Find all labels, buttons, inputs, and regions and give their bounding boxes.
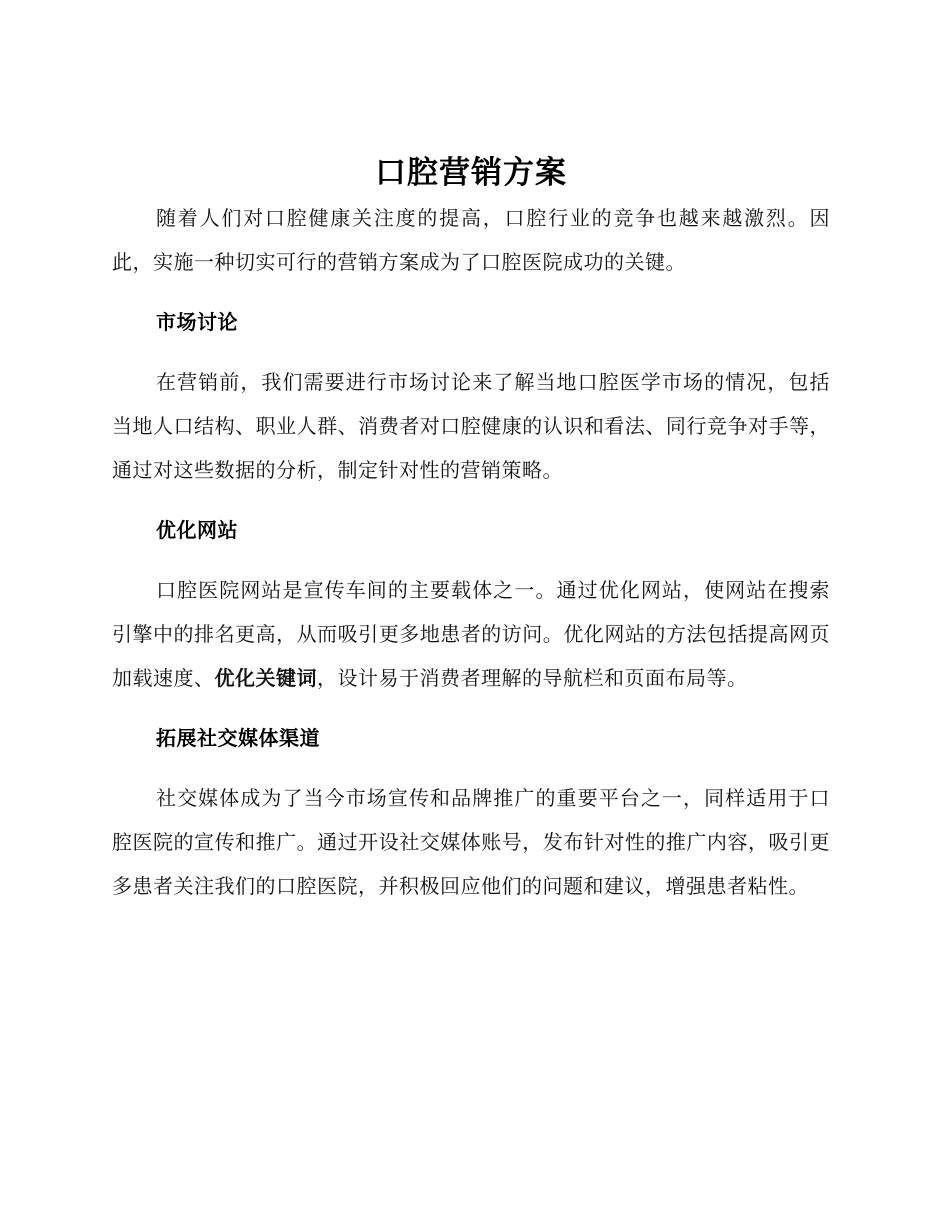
section-heading-website: 优化网站 (156, 518, 238, 542)
section-body-website (112, 568, 830, 700)
section-body-website-part2: ，设计易于消费者理解的导航栏和页面布局等。 (317, 666, 748, 690)
section-heading-social: 拓展社交媒体渠道 (156, 726, 320, 750)
section-body-market: 在营销前，我们需要进行市场讨论来了解当地口腔医学市场的情况，包括当地人口结构、职业人群、消费者对口腔健康的认识和看法、同行竞争对手等，通过对这些数据的分析，制定针对性的营销策略。 (112, 370, 830, 482)
section-heading-market: 市场讨论 (156, 310, 238, 334)
section-body-website-part1: 口腔医院网站是宣传车间的主要载体之一。通过优化网站，使网站在搜索引擎中的排名更高，从而吸引更多地患者的访问。优化网站的方法包括提高网页加载速度、 (112, 578, 830, 690)
section-body-website-keyword: 优化关键词 (214, 666, 317, 690)
section-body-social: 社交媒体成为了当今市场宣传和品牌推广的重要平台之一，同样适用于口腔医院的宣传和推广。通过开设社交媒体账号，发布针对性的推广内容，吸引更多患者关注我们的口腔医院，并积极回应他们的问题和建议，增强患者粘性。 (112, 786, 830, 898)
document-page (112, 150, 830, 908)
document-title: 口腔营销方案 (375, 155, 567, 191)
intro-paragraph: 随着人们对口腔健康关注度的提高，口腔行业的竞争也越来越激烈。因此，实施一种切实可行的营销方案成为了口腔医院成功的关键。 (112, 206, 830, 274)
